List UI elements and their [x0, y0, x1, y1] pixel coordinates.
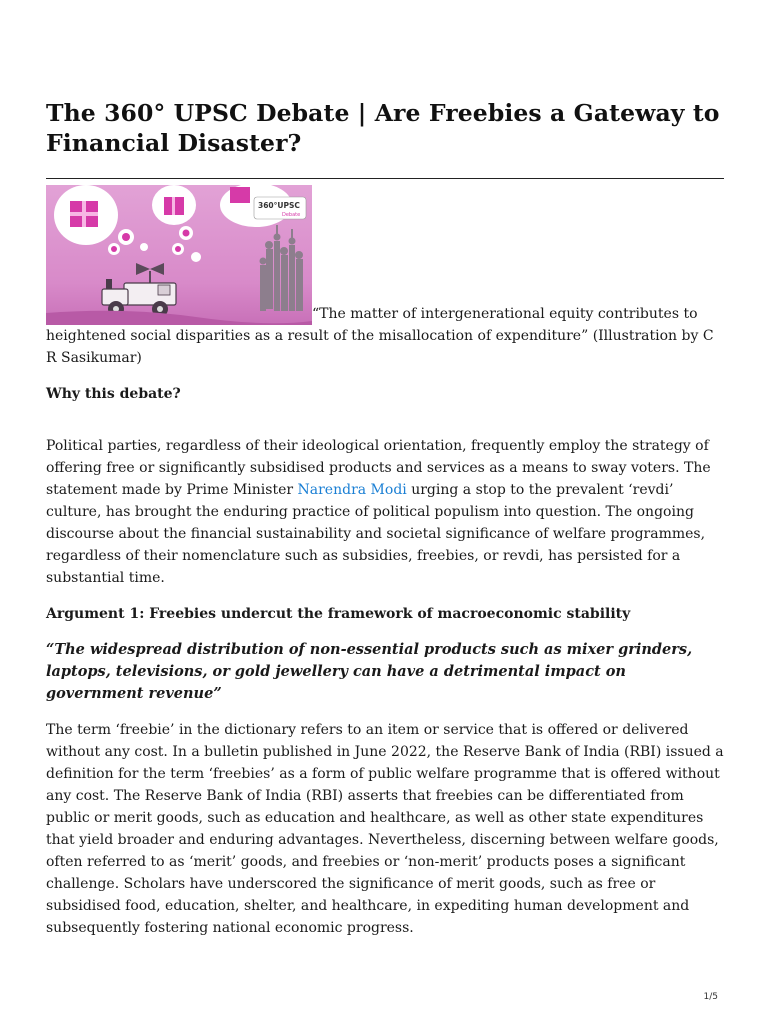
pull-quote: “The widespread distribution of non-essential products such as mixer grinders, laptops, televisions, or gold jewellery can have a detrimental impact on government revenue” — [46, 641, 693, 702]
title-divider — [46, 178, 724, 179]
figure — [46, 185, 724, 369]
illustration-caption: “The matter of intergenerational equity contributes to heightened social disparities as a result of the misallocation of expenditure” (Illustration by C R Sasikumar) — [46, 306, 714, 366]
illustration-image — [46, 185, 312, 325]
section-heading-argument-1: Argument 1: Freebies undercut the framework of macroeconomic stability — [46, 606, 631, 622]
article-title: The 360° UPSC Debate | Are Freebies a Gateway to Financial Disaster? — [46, 99, 720, 157]
article — [46, 98, 724, 939]
badge-title: 360°UPSC — [258, 201, 300, 210]
paragraph-why — [46, 435, 724, 589]
paragraph-why-text-1: Political parties, regardless of their ideological orientation, frequently employ the strategy of offering free or significantly subsidised products and services as a means to sway voters. The statement made by Prime Minister — [46, 438, 711, 498]
narendra-modi-link[interactable]: Narendra Modi — [297, 482, 407, 498]
paragraph-why-text-2: urging a stop to the prevalent ‘revdi’ culture, has brought the enduring practice of political populism into question. The ongoing discourse about the financial sustainability and societal significance of welfare programmes, regardless of their nomenclature such as subsidies, freebies, or revdi, has persisted for a substantial time. — [46, 482, 706, 586]
section-heading-why: Why this debate? — [46, 386, 181, 402]
page-number: 1/5 — [703, 992, 718, 1002]
badge-subtitle: Debate — [282, 212, 301, 218]
paragraph-argument-1: The term ‘freebie’ in the dictionary refers to an item or service that is offered or delivered without any cost. In a bulletin published in June 2022, the Reserve Bank of India (RBI) issued a definition for the term ‘freebies’ as a form of public welfare programme that is offered without any cost. The Reserve Bank of India (RBI) asserts that freebies can be differentiated from public or merit goods, such as education and healthcare, as well as other state expenditures that yield broader and enduring advantages. Nevertheless, discerning between welfare goods, often referred to as ‘merit’ goods, and freebies or ‘non-merit’ products poses a significant challenge. Scholars have underscored the significance of merit goods, such as free or subsidised food, education, shelter, and healthcare, in expediting human development and subsequently fostering national economic progress. — [46, 722, 724, 936]
